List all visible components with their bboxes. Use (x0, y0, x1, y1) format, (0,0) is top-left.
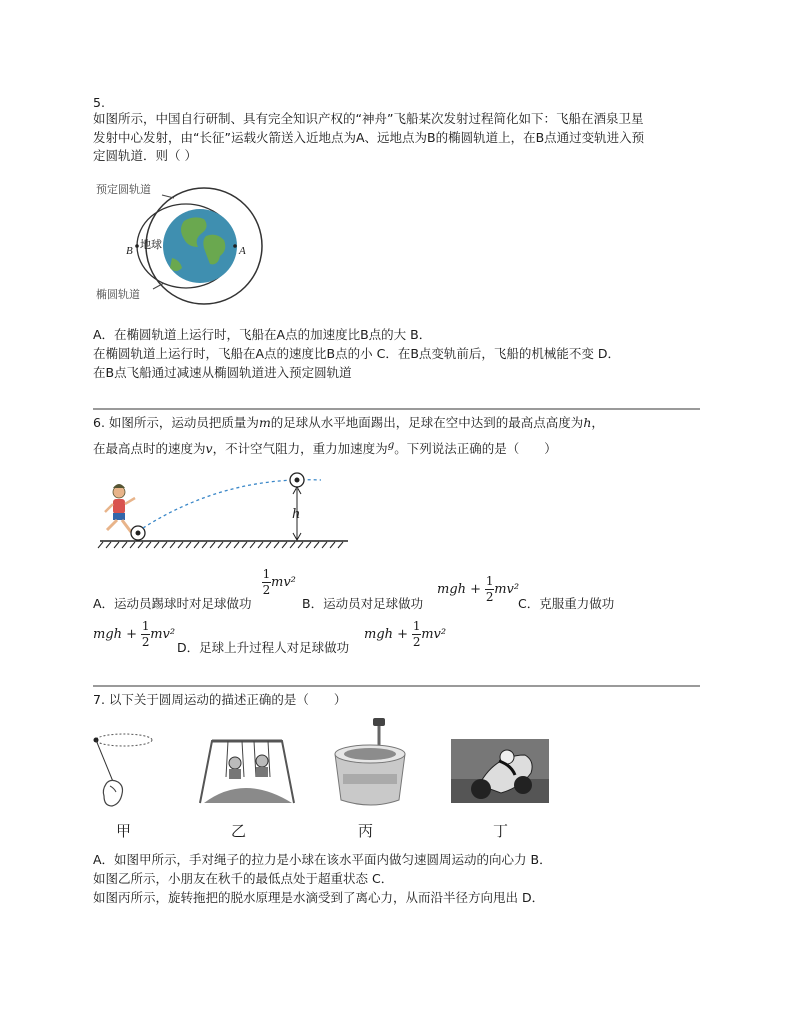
q5-options-line2: 在椭圆轨道上运行时，飞船在A点的速度比B点的小 C．在B点变轨前后，飞船的机械能不变 D． (93, 346, 621, 361)
var-h: h (583, 415, 592, 430)
formula-mgh-half-mv2-c (93, 620, 175, 649)
q5-stem-line2: 发射中心发射，由“长征”运载火箭送入近地点为A、远地点为B的椭圆轨道上，在B点通过变轨进入预 (93, 130, 645, 145)
q6-option-d: D．足球上升过程人对足球做功 (177, 640, 350, 655)
figure-ding-motorcycle (451, 739, 549, 803)
label-ellipse-orbit: 椭圆轨道 (96, 289, 140, 301)
q7-stem: 7. 以下关于圆周运动的描述正确的是（ ） (93, 692, 347, 707)
term-mv2: mv² (494, 582, 520, 597)
q7-options-line1: A．如图甲所示，手对绳子的拉力是小球在该水平面内做匀速圆周运动的向心力 B． (93, 852, 552, 867)
q6-stem-b: 的足球从水平地面踢出，足球在空中达到的最高点高度为 (270, 415, 584, 430)
frac-den: 2 (141, 635, 150, 649)
q5-stem-line1: 如图所示，中国自行研制、具有完全知识产权的“神舟”飞船某次发射过程简化如下：飞船在酒泉卫星 (93, 111, 644, 126)
term-mv2: mv² (150, 627, 176, 642)
figure-yi-swing (198, 733, 296, 805)
q7-options-line3: 如图丙所示，旋转拖把的脱水原理是水滴受到了离心力，从而沿半径方向甩出 D． (93, 890, 545, 905)
term-mgh: mgh + (437, 582, 482, 597)
formula-mgh-half-mv2-b (437, 575, 519, 604)
label-circle-orbit: 预定圆轨道 (96, 184, 151, 196)
q6-option-a: A．运动员踢球时对足球做功 (93, 596, 252, 611)
height-label: h (292, 507, 301, 522)
q5-orbit-figure (92, 176, 272, 311)
label-earth: 地球 (140, 239, 162, 251)
point-b: B (126, 245, 133, 257)
q6-stem-d: 在最高点时的速度为 (93, 441, 206, 457)
caption-ding: 丁 (493, 822, 509, 840)
formula-half-mv2-a (262, 568, 296, 597)
q6-stem-f: 。下列说法正确的是（ ） (394, 441, 557, 457)
divider (93, 685, 700, 687)
formula-mgh-half-mv2-d (364, 620, 446, 649)
q6-kick-figure (95, 466, 355, 556)
caption-bing: 丙 (358, 822, 374, 840)
q6-option-b: B．运动员对足球做功 (302, 596, 424, 611)
q6-number: 6. (93, 415, 105, 430)
var-g: g (387, 439, 395, 451)
q6-stem-c: ， (591, 415, 604, 430)
q5-stem-line3: 定圆轨道．则（ ） (93, 148, 197, 163)
q6-stem-line2 (93, 437, 557, 457)
frac-num: 1 (141, 619, 150, 633)
q6-stem-line1 (93, 415, 604, 431)
figure-bing-mop-bucket (327, 718, 411, 808)
frac-den: 2 (262, 583, 271, 597)
q7-options-line2: 如图乙所示，小朋友在秋千的最低点处于超重状态 C． (93, 871, 394, 886)
var-m: m (258, 415, 271, 430)
frac-den: 2 (485, 590, 494, 604)
q6-option-c: C．克服重力做功 (518, 596, 615, 611)
term-mgh: mgh + (364, 627, 409, 642)
caption-yi: 乙 (231, 822, 247, 840)
figure-jia-hand-string (88, 728, 156, 808)
frac-num: 1 (412, 619, 421, 633)
divider (93, 408, 700, 410)
term-mv2: mv² (271, 575, 296, 590)
q5-number: 5. (93, 95, 105, 110)
point-a: A (239, 245, 246, 257)
q5-options-line1: A．在椭圆轨道上运行时，飞船在A点的加速度比B点的大 B． (93, 327, 432, 342)
var-v: v (205, 441, 213, 457)
term-mgh: mgh + (93, 627, 138, 642)
q6-stem-a: 如图所示，运动员把质量为 (108, 415, 259, 430)
q6-stem-e: ，不计空气阻力，重力加速度为 (212, 441, 388, 457)
caption-jia: 甲 (116, 822, 132, 840)
term-mv2: mv² (421, 627, 447, 642)
frac-num: 1 (262, 567, 271, 581)
q5-options-line3: 在B点飞船通过减速从椭圆轨道进入预定圆轨道 (93, 365, 352, 380)
frac-den: 2 (412, 635, 421, 649)
frac-num: 1 (485, 574, 494, 588)
